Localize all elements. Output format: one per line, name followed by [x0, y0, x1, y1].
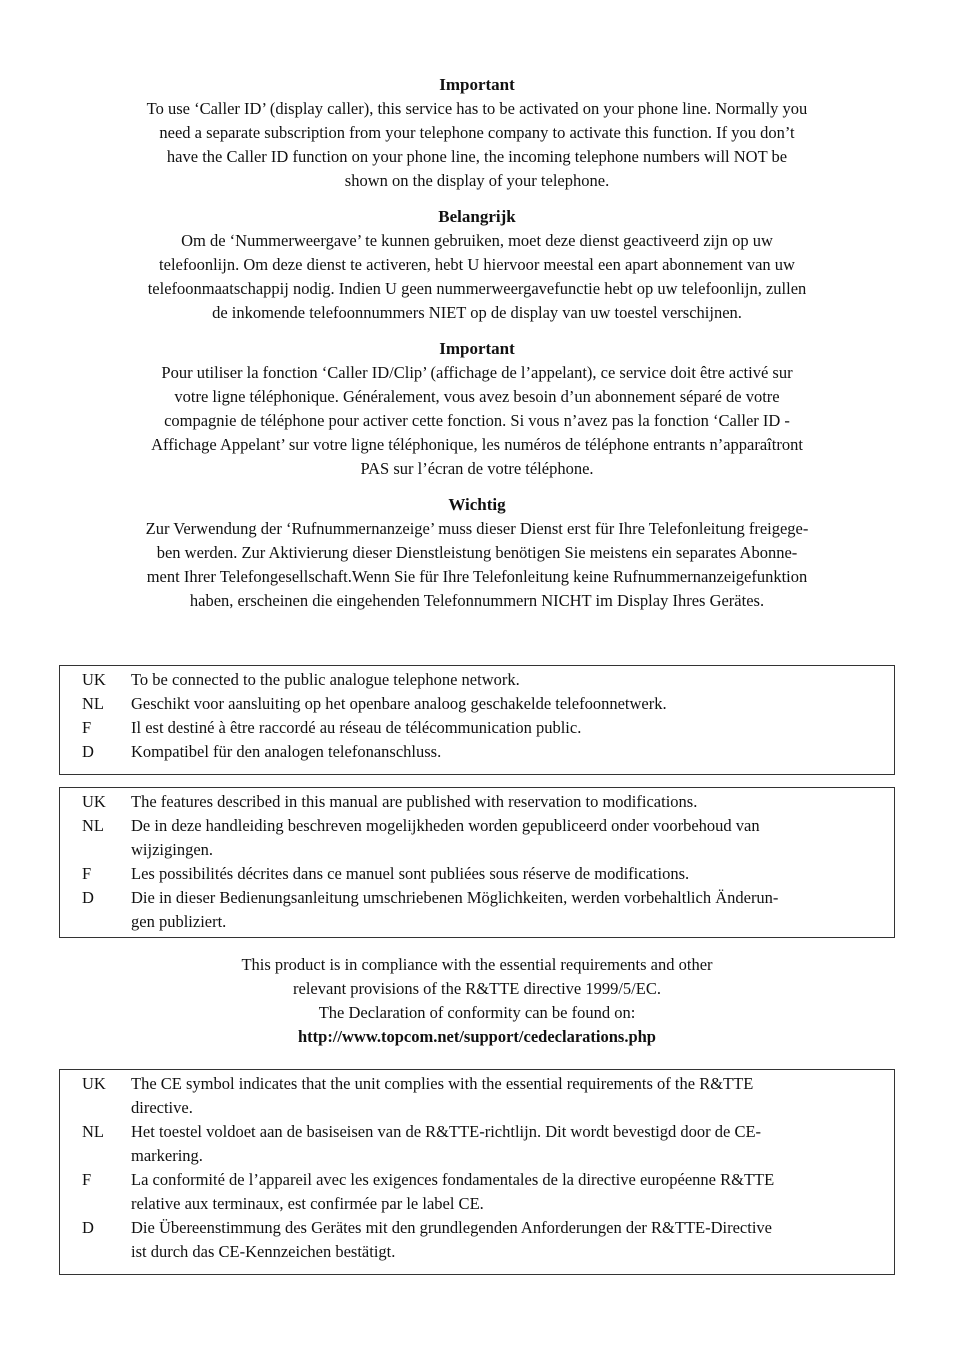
notice-line: de inkomende telefoonnummers NIET op de display van uw toestel verschijnen.: [212, 303, 742, 322]
notice-line: Zur Verwendung der ‘Rufnummernanzeige’ muss dieser Dienst erst für Ihre Telefonleitung freigege-: [145, 519, 809, 538]
compliance-statement: [84, 953, 870, 1049]
compliance-line: The Declaration of conformity can be found on:: [318, 1003, 636, 1022]
ce-marking-box: [59, 1069, 895, 1275]
notice-title: Important: [439, 339, 515, 358]
notice-line: need a separate subscription from your telephone company to activate this function. If you don’t: [159, 123, 795, 142]
language-code: F: [82, 864, 92, 883]
box-line: The features described in this manual are published with reservation to modifications.: [131, 792, 698, 811]
box-line: Il est destiné à être raccordé au réseau de télécommunication public.: [131, 718, 582, 737]
box-row-text: [131, 790, 888, 814]
box-row-text: [131, 692, 888, 716]
box-row: [82, 814, 888, 862]
notice-line: ben werden. Zur Aktivierung dieser Dienstleistung benötigen Sie meistens ein separates Abonne-: [156, 543, 798, 562]
box-line: gen publiziert.: [131, 912, 227, 931]
box-row-text: [131, 740, 888, 764]
notice-line: PAS sur l’écran de votre téléphone.: [360, 459, 594, 478]
box-row-text: [131, 668, 888, 692]
notice-line: Om de ‘Nummerweergave’ te kunnen gebruiken, moet deze dienst geactiveerd zijn op uw: [181, 231, 773, 250]
box-line: Die in dieser Bedienungsanleitung umschriebenen Möglichkeiten, werden vorbehaltlich Änderun-: [131, 888, 779, 907]
language-code: NL: [82, 694, 104, 713]
box-row-text: [131, 1120, 888, 1168]
language-code: D: [82, 888, 94, 907]
notice-german: [84, 493, 870, 613]
notice-line: votre ligne téléphonique. Généralement, vous avez besoin d’un abonnement séparé de votre: [174, 387, 780, 406]
box-row: [82, 886, 888, 934]
notice-french: [84, 337, 870, 481]
box-row: [82, 668, 888, 692]
notice-body: [84, 97, 870, 193]
box-row: [82, 692, 888, 716]
box-row-text: [131, 1072, 888, 1120]
box-row: [82, 1168, 888, 1216]
box-line: Die Übereenstimmung des Gerätes mit den grundlegenden Anforderungen der R&TTE-Directive: [131, 1218, 773, 1237]
box-line: De in deze handleiding beschreven mogelijkheden worden gepubliceerd onder voorbehoud van: [131, 816, 760, 835]
box-row: [82, 1216, 888, 1264]
box-line: To be connected to the public analogue telephone network.: [131, 670, 520, 689]
notice-title: Important: [439, 75, 515, 94]
notice-line: have the Caller ID function on your phone line, the incoming telephone numbers will NOT be: [166, 147, 788, 166]
language-code: UK: [82, 792, 106, 811]
language-code: NL: [82, 816, 104, 835]
network-compatibility-box: [59, 665, 895, 775]
declaration-url: http://www.topcom.net/support/cedeclarations.php: [298, 1027, 656, 1046]
box-line: ist durch das CE-Kennzeichen bestätigt.: [131, 1242, 396, 1261]
box-line: Les possibilités décrites dans ce manuel sont publiées sous réserve de modifications.: [131, 864, 690, 883]
box-row: [82, 716, 888, 740]
notice-line: Affichage Appelant’ sur votre ligne téléphonique, les numéros de téléphone entrants n’apparaîtront: [151, 435, 803, 454]
language-code: D: [82, 1218, 94, 1237]
language-code: UK: [82, 1074, 106, 1093]
box-row: [82, 790, 888, 814]
language-code: F: [82, 1170, 92, 1189]
notice-title: Belangrijk: [438, 207, 516, 226]
language-code: F: [82, 718, 92, 737]
language-code: NL: [82, 1122, 104, 1141]
box-row-text: [131, 1168, 888, 1216]
box-row: [82, 862, 888, 886]
box-line: wijzigingen.: [131, 840, 214, 859]
notice-line: haben, erscheinen die eingehenden Telefonnummern NICHT im Display Ihres Gerätes.: [189, 591, 765, 610]
notice-english: [84, 73, 870, 193]
box-line: markering.: [131, 1146, 203, 1165]
modification-reservation-box: [59, 787, 895, 938]
box-row-text: [131, 716, 888, 740]
box-row-text: [131, 862, 888, 886]
box-row: [82, 1072, 888, 1120]
caller-id-notices: [84, 73, 870, 625]
language-code: UK: [82, 670, 106, 689]
notice-title: Wichtig: [448, 495, 506, 514]
box-line: Kompatibel für den analogen telefonanschluss.: [131, 742, 442, 761]
box-row-text: [131, 1216, 888, 1264]
notice-line: To use ‘Caller ID’ (display caller), this service has to be activated on your phone line. Normally you: [146, 99, 808, 118]
notice-dutch: [84, 205, 870, 325]
box-line: Het toestel voldoet aan de basiseisen van de R&TTE-richtlijn. Dit wordt bevestigd door de CE-: [131, 1122, 762, 1141]
notice-line: ment Ihrer Telefongesellschaft.Wenn Sie für Ihre Telefonleitung keine Rufnummernanzeigefunktion: [146, 567, 808, 586]
language-code: D: [82, 742, 94, 761]
box-line: La conformité de l’appareil avec les exigences fondamentales de la directive européenne R&TTE: [131, 1170, 775, 1189]
notice-body: [84, 517, 870, 613]
box-line: relative aux terminaux, est confirmée par le label CE.: [131, 1194, 484, 1213]
notice-line: telefoonmaatschappij nodig. Indien U geen nummerweergavefunctie hebt op uw telefoonlijn, zullen: [147, 279, 807, 298]
notice-line: compagnie de téléphone pour activer cette fonction. Si vous n’avez pas la fonction ‘Caller ID -: [164, 411, 790, 430]
box-row-text: [131, 814, 888, 862]
notice-line: telefoonlijn. Om deze dienst te activeren, hebt U hiervoor meestal een apart abonnement van uw: [159, 255, 795, 274]
notice-line: shown on the display of your telephone.: [344, 171, 610, 190]
box-line: The CE symbol indicates that the unit complies with the essential requirements of the R&TTE: [131, 1074, 754, 1093]
notice-line: Pour utiliser la fonction ‘Caller ID/Clip’ (affichage de l’appelant), ce service doit être activé sur: [161, 363, 793, 382]
box-row: [82, 740, 888, 764]
compliance-line: relevant provisions of the R&TTE directive 1999/5/EC.: [293, 979, 661, 998]
box-row: [82, 1120, 888, 1168]
notice-body: [84, 361, 870, 481]
box-line: directive.: [131, 1098, 193, 1117]
box-line: Geschikt voor aansluiting op het openbare analoog geschakelde telefoonnetwerk.: [131, 694, 667, 713]
box-row-text: [131, 886, 888, 934]
notice-body: [84, 229, 870, 325]
compliance-line: This product is in compliance with the essential requirements and other: [241, 955, 713, 974]
